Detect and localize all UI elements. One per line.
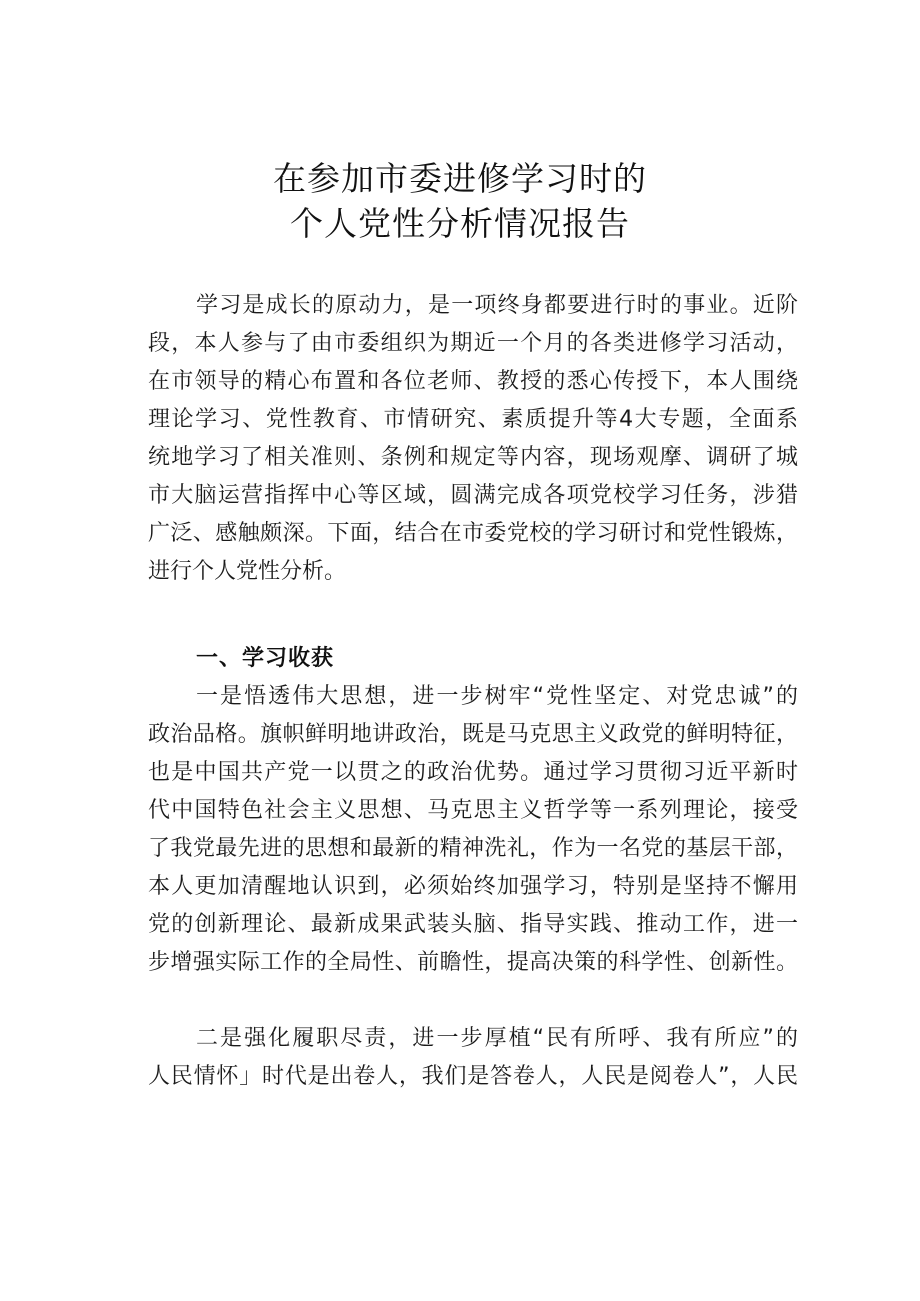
- paragraph-line: 代中国特色社会主义思想、马克思主义哲学等一系列理论，接受: [148, 798, 798, 823]
- paragraph-line: 理论学习、党性教育、市情研究、素质提升等4大专题，全面系: [148, 407, 798, 432]
- document-title-line-1: 在参加市委进修学习时的: [273, 159, 647, 198]
- paragraph-line: 了我党最先进的思想和最新的精神洗礼，作为一名党的基层干部，: [148, 836, 798, 861]
- section-heading: 一、学习收获: [196, 646, 335, 671]
- paragraph-line: 政治品格。旗帜鲜明地讲政治，既是马克思主义政党的鲜明特征，: [148, 722, 798, 747]
- paragraph-line: 段，本人参与了由市委组织为期近一个月的各类进修学习活动，: [148, 331, 798, 356]
- paragraph-line: 在市领导的精心布置和各位老师、教授的悉心传授下，本人围绕: [148, 369, 798, 394]
- paragraph-line: 学习是成长的原动力，是一项终身都要进行时的事业。近阶: [196, 293, 798, 318]
- paragraph-line: 一是悟透伟大思想，进一步树牢“党性坚定、对党忠诚”的: [196, 684, 798, 709]
- paragraph-line: 市大脑运营指挥中心等区域，圆满完成各项党校学习任务，涉猎: [148, 483, 798, 508]
- paragraph-line: 统地学习了相关准则、条例和规定等内容，现场观摩、调研了城: [148, 445, 798, 470]
- paragraph-line: 人民情怀」时代是出卷人，我们是答卷人，人民是阅卷人”，人民: [148, 1064, 798, 1089]
- paragraph-line: 广泛、感触颇深。下面，结合在市委党校的学习研讨和党性锻炼，: [148, 521, 798, 546]
- paragraph-line: 本人更加清醒地认识到，必须始终加强学习，特别是坚持不懈用: [148, 874, 798, 899]
- paragraph-line: 二是强化履职尽责，进一步厚植“民有所呼、我有所应”的: [196, 1026, 798, 1051]
- document-title-line-2: 个人党性分析情况报告: [290, 204, 630, 243]
- paragraph-line: 也是中国共产党一以贯之的政治优势。通过学习贯彻习近平新时: [148, 760, 798, 785]
- paragraph-line: 党的创新理论、最新成果武装头脑、指导实践、推动工作，进一: [148, 912, 798, 937]
- paragraph-line: 进行个人党性分析。: [148, 559, 347, 584]
- paragraph-line: 步增强实际工作的全局性、前瞻性，提高决策的科学性、创新性。: [148, 950, 798, 975]
